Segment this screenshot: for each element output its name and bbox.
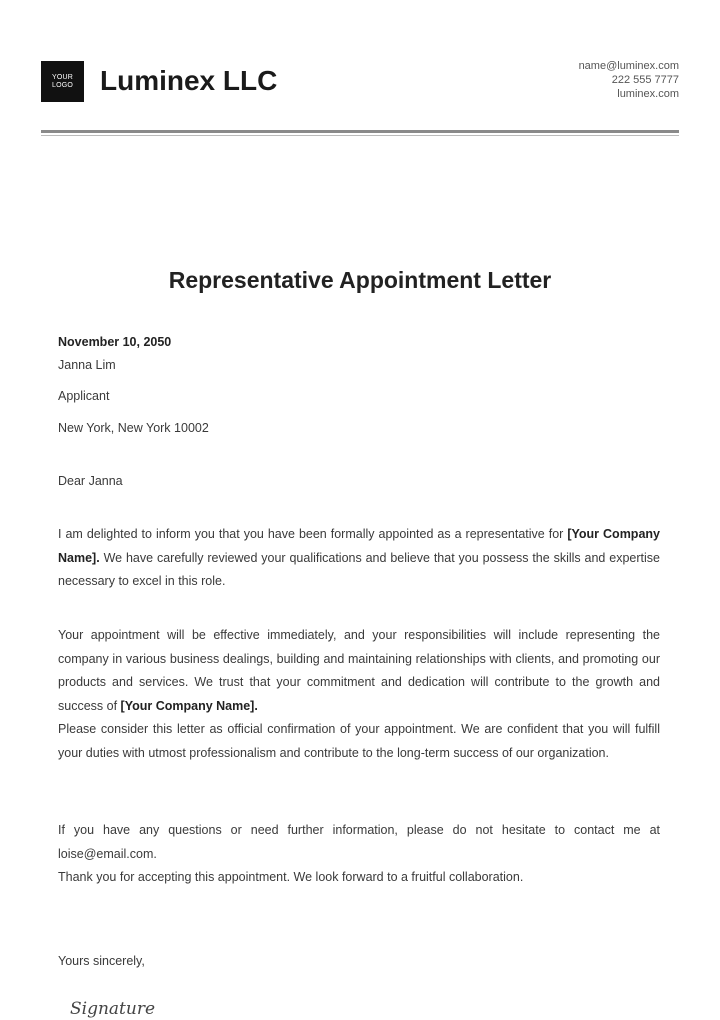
paragraph-thanks: Thank you for accepting this appointment. We look forward to a fruitful collaboration. <box>58 870 524 884</box>
contact-info <box>579 59 679 101</box>
paragraph-appointment <box>58 523 660 594</box>
recipient-name: Janna Lim <box>58 358 116 372</box>
paragraph-confirmation: Please consider this letter as official confirmation of your appointment. We are confident that you will fulfill your duties with utmost professionalism and contribute to the long-term success of our organization. <box>58 722 660 760</box>
letter-date: November 10, 2050 <box>58 335 172 349</box>
contact-email: name@luminex.com <box>578 60 679 72</box>
paragraph-appointment-text-a: I am delighted to inform you that you have been formally appointed as a representative for <box>58 527 568 541</box>
contact-website: luminex.com <box>617 88 679 100</box>
company-name: Luminex LLC <box>100 65 278 96</box>
salutation: Dear Janna <box>58 474 123 488</box>
company-placeholder-2: [Your Company Name]. <box>120 698 258 713</box>
recipient-address: New York, New York 10002 <box>58 421 209 435</box>
header-divider <box>41 130 679 136</box>
recipient-role: Applicant <box>58 389 110 403</box>
paragraph-appointment-text-b: We have carefully reviewed your qualifications and believe that you possess the skills and expertise necessary to excel in this role. <box>58 550 660 588</box>
company-logo <box>41 61 84 102</box>
letter-title: Representative Appointment Letter <box>168 267 552 293</box>
signature: Signature <box>70 999 156 1019</box>
paragraph-responsibilities <box>58 624 660 765</box>
company-placeholder: [Your Company Name]. <box>58 527 660 565</box>
paragraph-contact <box>58 819 660 890</box>
paragraph-contact-text: If you have any questions or need further information, please do not hesitate to contact me at loise@email.com. <box>58 823 660 861</box>
logo-text: YOUR LOGO <box>51 73 74 89</box>
contact-phone: 222 555 7777 <box>611 74 679 86</box>
closing: Yours sincerely, <box>58 954 145 968</box>
paragraph-responsibilities-text: Your appointment will be effective immediately, and your responsibilities will include representing the company in various business dealings, building and maintaining relationships with clients, and promoting our products and services. We trust that your commitment and dedication will contribute to the growth and success of <box>58 628 660 713</box>
